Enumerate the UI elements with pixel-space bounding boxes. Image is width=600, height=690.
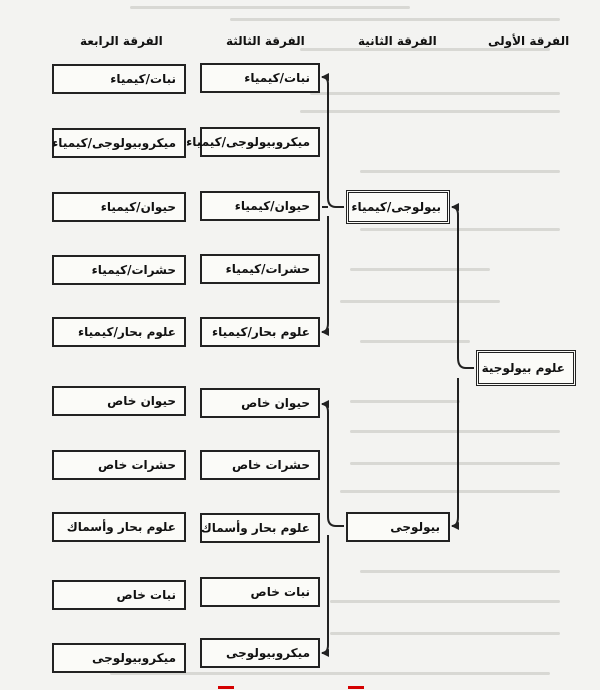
red-mark <box>218 686 234 689</box>
year2-box-biology-chemistry: بيولوجى/كيمياء <box>346 190 450 224</box>
root-box-biological-sciences: علوم بيولوجية <box>476 350 576 386</box>
year3-box: ميكروبيولوجى/كيمياء <box>200 127 320 157</box>
root-bracket <box>452 207 474 368</box>
year4-box: ميكروبيولوجى <box>52 643 186 673</box>
year4-box: نبات خاص <box>52 580 186 610</box>
year2-box-biology: بيولوجى <box>346 512 450 542</box>
year3-box: حشرات خاص <box>200 450 320 480</box>
lower-bracket <box>322 404 344 526</box>
year3-box: علوم بحار وأسماك <box>200 513 320 543</box>
header-year1: الفرقة الأولى <box>488 34 570 48</box>
year3-box: ميكروبيولوجى <box>200 638 320 668</box>
year3-box: حيوان خاص <box>200 388 320 418</box>
year3-box: حشرات/كيمياء <box>200 254 320 284</box>
header-year3: الفرقة الثالثة <box>226 34 305 48</box>
year4-box: حيوان خاص <box>52 386 186 416</box>
year4-box: حيوان/كيمياء <box>52 192 186 222</box>
year4-box: حشرات/كيمياء <box>52 255 186 285</box>
year3-box: علوم بحار/كيمياء <box>200 317 320 347</box>
year4-box: علوم بحار وأسماك <box>52 512 186 542</box>
header-year4: الفرقة الرابعة <box>80 34 163 48</box>
year3-box: نبات/كيمياء <box>200 63 320 93</box>
red-mark <box>348 686 364 689</box>
year3-box: حيوان/كيمياء <box>200 191 320 221</box>
header-year2: الفرقة الثانية <box>358 34 437 48</box>
year4-box: علوم بحار/كيمياء <box>52 317 186 347</box>
upper-bracket <box>322 77 344 207</box>
year4-box: ميكروبيولوجى/كيمياء <box>52 128 186 158</box>
year4-box: نبات/كيمياء <box>52 64 186 94</box>
year3-box: نبات خاص <box>200 577 320 607</box>
year4-box: حشرات خاص <box>52 450 186 480</box>
